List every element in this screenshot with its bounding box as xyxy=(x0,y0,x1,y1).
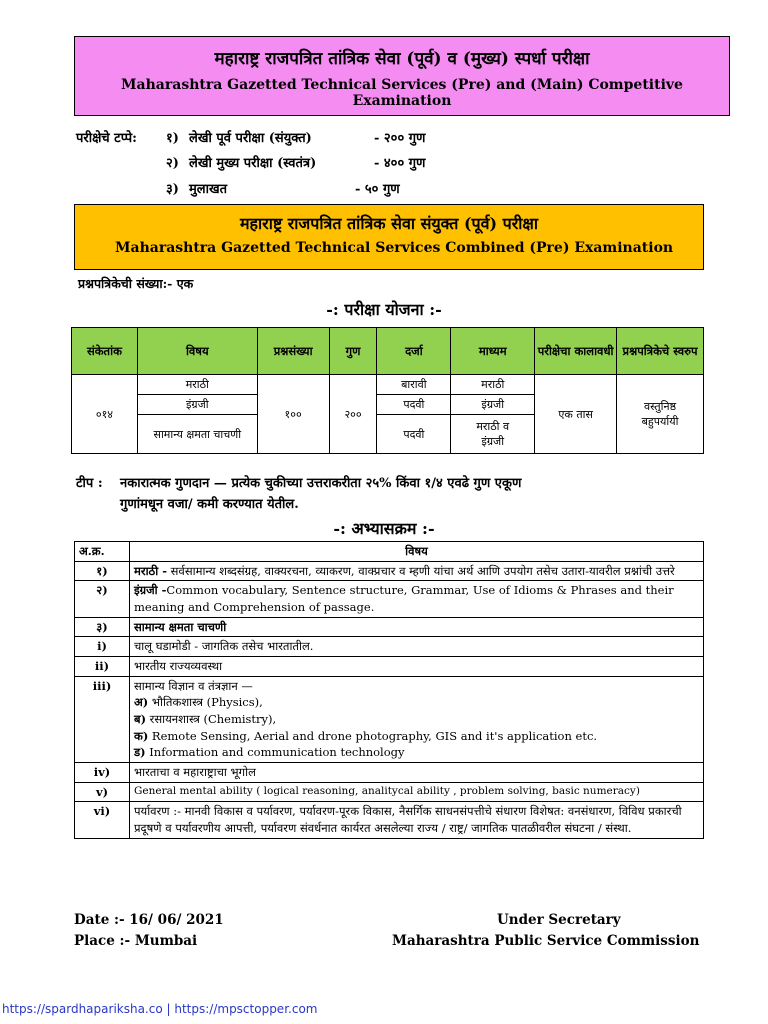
scheme-title: -: परीक्षा योजना :- xyxy=(326,300,442,319)
scheme-header-row xyxy=(72,328,704,375)
cell-duration: एक तास xyxy=(535,375,617,454)
stage-2-marks: - ४०० गुण xyxy=(374,156,426,171)
stage-2-no: २) xyxy=(166,156,179,171)
combined-exam-box xyxy=(74,204,704,270)
row-text: सर्वसामान्य शब्दसंग्रह, वाक्यरचना, व्याकरण, वाक्प्रचार व म्हणी यांचा अर्थ आणि उपयोग तसेच उतारा-यावरील प्रश्नांची उत्तरे xyxy=(167,563,675,578)
exam-title-marathi: महाराष्ट्र राजपत्रित तांत्रिक सेवा (पूर्व) व (मुख्य) स्पर्धा परीक्षा xyxy=(214,49,590,69)
row-text: भारतीय राज्यव्यवस्था xyxy=(130,657,704,677)
sub-item-tag: अ) xyxy=(134,695,149,710)
exam-scheme-table xyxy=(71,327,704,454)
row-text: चालू घडामोडी - जागतिक तसेच भारतातील. xyxy=(130,637,704,657)
cell-format: वस्तुनिष्ठ बहुपर्यायी xyxy=(617,375,704,454)
table-row xyxy=(75,561,704,581)
header-subject: विषय xyxy=(130,542,704,562)
exam-header-box xyxy=(74,36,730,116)
cell-level: पदवी xyxy=(377,415,451,454)
row-content xyxy=(130,617,704,637)
syllabus-table xyxy=(74,541,704,839)
stages-label: परीक्षेचे टप्पे: xyxy=(76,131,137,146)
header-subject: विषय xyxy=(137,328,257,375)
row-number: v) xyxy=(75,782,130,802)
header-marks: गुण xyxy=(329,328,377,375)
row-heading: सामान्य विज्ञान व तंत्रज्ञान — xyxy=(134,678,253,693)
table-row xyxy=(75,763,704,783)
sub-item-text: भौतिकशास्त्र (Physics), xyxy=(148,695,263,710)
stage-1-marks: - २०० गुण xyxy=(374,131,426,146)
header-duration: परीक्षेचा कालावधी xyxy=(535,328,617,375)
stage-1-no: १) xyxy=(166,131,179,146)
table-row xyxy=(75,676,704,762)
cell-subject: इंग्रजी xyxy=(137,395,257,415)
row-number: ३) xyxy=(75,617,130,637)
header-questions: प्रश्नसंख्या xyxy=(257,328,329,375)
row-content xyxy=(130,676,704,762)
sub-item-text: Remote Sensing, Aerial and drone photography, GIS and it's application etc. xyxy=(148,728,598,743)
sub-item xyxy=(134,694,699,711)
footer-designation: Under Secretary xyxy=(497,912,621,928)
footer-organization: Maharashtra Public Service Commission xyxy=(392,933,700,949)
footer-place: Place :- Mumbai xyxy=(74,933,198,949)
table-row xyxy=(75,617,704,637)
cell-marks: २०० xyxy=(329,375,377,454)
stage-3-no: ३) xyxy=(166,182,179,197)
row-heading: सामान्य क्षमता चाचणी xyxy=(134,619,227,634)
table-row xyxy=(75,637,704,657)
row-number: iii) xyxy=(75,676,130,762)
row-number: i) xyxy=(75,637,130,657)
header-code: संकेतांक xyxy=(72,328,138,375)
header-level: दर्जा xyxy=(377,328,451,375)
cell-medium: मराठी व इंग्रजी xyxy=(451,415,535,454)
cell-code: ०१४ xyxy=(72,375,138,454)
sub-item-tag: ड) xyxy=(134,745,146,760)
stage-3-marks: - ५० गुण xyxy=(355,182,400,197)
stage-1-name: लेखी पूर्व परीक्षा (संयुक्त) xyxy=(189,131,312,146)
note-line-1: नकारात्मक गुणदान — प्रत्येक चुकीच्या उत्तराकरीता २५% किंवा १/४ एवढे गुण एकूण xyxy=(120,476,522,491)
cell-level: बारावी xyxy=(377,375,451,395)
header-medium: माध्यम xyxy=(451,328,535,375)
sub-item-tag: ब) xyxy=(134,712,147,727)
footer-date: Date :- 16/ 06/ 2021 xyxy=(74,912,224,928)
sub-item-tag: क) xyxy=(134,728,149,743)
syllabus-title: -: अभ्यासक्रम :- xyxy=(333,519,435,538)
paper-count: प्रश्नपत्रिकेची संख्या:- एक xyxy=(78,276,194,291)
cell-medium: इंग्रजी xyxy=(451,395,535,415)
row-text: पर्यावरण :- मानवी विकास व पर्यावरण, पर्यावरण-पूरक विकास, नैसर्गिक साधनसंपत्तीचे संधारण विशेषत: वनसंधारण, विविध प्रकारची प्रदूषणे व पर्यावरणीय आपत्ती, पर्यावरण संवर्धनात कार्यरत असलेल्या राज्य / राष्ट्र/ जागतिक पातळीवरील संघटना / संस्था. xyxy=(130,802,704,838)
note-label: टीप : xyxy=(76,476,103,491)
row-heading: इंग्रजी - xyxy=(134,583,167,598)
table-row xyxy=(75,782,704,802)
cell-questions: १०० xyxy=(257,375,329,454)
table-row xyxy=(75,802,704,838)
cell-subject: सामान्य क्षमता चाचणी xyxy=(137,415,257,454)
row-number: २) xyxy=(75,581,130,617)
cell-level: पदवी xyxy=(377,395,451,415)
sub-item xyxy=(134,728,699,745)
note-line-2: गुणांमधून वजा/ कमी करण्यात येतील. xyxy=(120,497,299,512)
row-number: iv) xyxy=(75,763,130,783)
row-content xyxy=(130,561,704,581)
row-content xyxy=(130,581,704,617)
stage-3-name: मुलाखत xyxy=(189,182,227,197)
sub-item xyxy=(134,711,699,728)
sub-item-text: Information and communication technology xyxy=(145,745,405,760)
source-links[interactable]: https://spardhapariksha.co | https://mpsctopper.com xyxy=(2,1002,318,1016)
sub-item-text: रसायनशास्त्र (Chemistry), xyxy=(146,712,277,727)
header-serial: अ.क्र. xyxy=(75,542,130,562)
cell-medium: मराठी xyxy=(451,375,535,395)
row-number: vi) xyxy=(75,802,130,838)
table-row xyxy=(72,375,704,395)
cell-subject: मराठी xyxy=(137,375,257,395)
row-text: भारताचा व महाराष्ट्राचा भूगोल xyxy=(130,763,704,783)
row-text: Common vocabulary, Sentence structure, Grammar, Use of Idioms & Phrases and their meaning and Comprehension of passage. xyxy=(134,583,674,615)
syllabus-header-row xyxy=(75,542,704,562)
sub-item xyxy=(134,744,699,761)
combined-title-english: Maharashtra Gazetted Technical Services Combined (Pre) Examination xyxy=(115,240,674,256)
row-number: १) xyxy=(75,561,130,581)
row-number: ii) xyxy=(75,657,130,677)
table-row xyxy=(75,581,704,617)
table-row xyxy=(75,657,704,677)
row-text: General mental ability ( logical reasoning, analitycal ability , problem solving, basic numeracy) xyxy=(130,782,704,802)
stage-2-name: लेखी मुख्य परीक्षा (स्वतंत्र) xyxy=(189,156,317,171)
row-heading: मराठी - xyxy=(134,563,167,578)
combined-title-marathi: महाराष्ट्र राजपत्रित तांत्रिक सेवा संयुक्त (पूर्व) परीक्षा xyxy=(239,214,539,233)
header-format: प्रश्नपत्रिकेचे स्वरुप xyxy=(617,328,704,375)
exam-title-english: Maharashtra Gazetted Technical Services (Pre) and (Main) Competitive Examination xyxy=(121,77,683,109)
